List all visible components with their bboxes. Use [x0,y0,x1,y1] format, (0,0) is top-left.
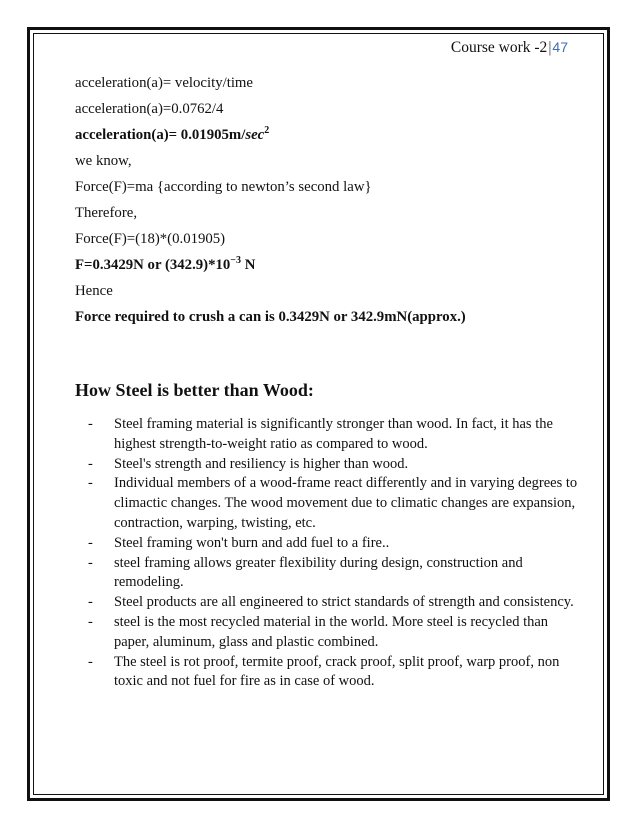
acceleration-exponent: 2 [264,125,270,137]
list-item-text: Steel products are all engineered to strict standards of strength and consistency. [114,594,574,611]
calc-line-5: Force(F)=ma {according to newton’s second law} [75,179,372,195]
section-heading: How Steel is better than Wood: [75,380,314,400]
steel-vs-wood-list [88,415,578,692]
header-label: Course work -2 [450,39,548,56]
list-item [88,415,578,455]
list-item [88,534,578,554]
list-item-text: Steel's strength and resiliency is higher than wood. [114,455,409,472]
bullet-dash: - [88,455,93,472]
acceleration-unit: sec [245,127,265,143]
header-separator: | [548,39,552,56]
bullet-dash: - [88,653,93,670]
list-item [88,613,578,653]
calc-line-8 [75,252,575,278]
list-item [88,653,578,693]
list-item-text: Steel framing material is significantly stronger than wood. In fact, it has the highest strength-to-weight ratio as compared to wood. [114,416,553,452]
force-power-base: 10 [215,257,231,273]
calc-line-6: Therefore, [75,205,138,221]
calc-line-9: Hence [75,283,113,299]
list-item-text: steel framing allows greater flexibility during design, construction and remodeling. [114,554,523,591]
bullet-dash: - [88,613,93,630]
acceleration-result: acceleration(a)= 0.01905m/ [75,127,246,143]
list-item [88,474,578,533]
list-item [88,593,578,613]
calc-line-4: we know, [75,153,132,169]
list-item-text: Steel framing won't burn and add fuel to a fire.. [114,534,390,551]
calculation-block [75,70,575,330]
bullet-dash: - [88,534,93,551]
list-item-text: The steel is rot proof, termite proof, crack proof, split proof, warp proof, non toxic and not fuel for fire as in case of wood. [114,653,560,690]
list-item [88,455,578,475]
calc-line-7: Force(F)=(18)*(0.01905) [75,231,226,247]
force-unit: N [241,257,256,273]
list-item-text: steel is the most recycled material in the world. More steel is recycled than paper, aluminum, glass and plastic combined. [114,613,549,650]
list-item [88,554,578,594]
bullet-dash: - [88,475,93,492]
calc-line-1: acceleration(a)= velocity/time [75,75,254,91]
page-header [451,39,568,57]
force-result: F=0.3429N or (342.9)* [75,257,216,273]
calc-conclusion: Force required to crush a can is 0.3429N or 342.9mN(approx.) [75,309,466,325]
calc-line-3 [75,122,575,148]
list-item-text: Individual members of a wood-frame react differently and in varying degrees to climactic changes. The wood movement due to climatic changes are expansion, contraction, warping, twisting, etc. [114,475,578,531]
force-power-exponent: −3 [230,255,241,267]
page-number: 47 [552,39,568,55]
bullet-dash: - [88,416,93,432]
bullet-dash: - [88,554,93,571]
calc-line-2: acceleration(a)=0.0762/4 [75,101,224,117]
bullet-dash: - [88,594,93,611]
